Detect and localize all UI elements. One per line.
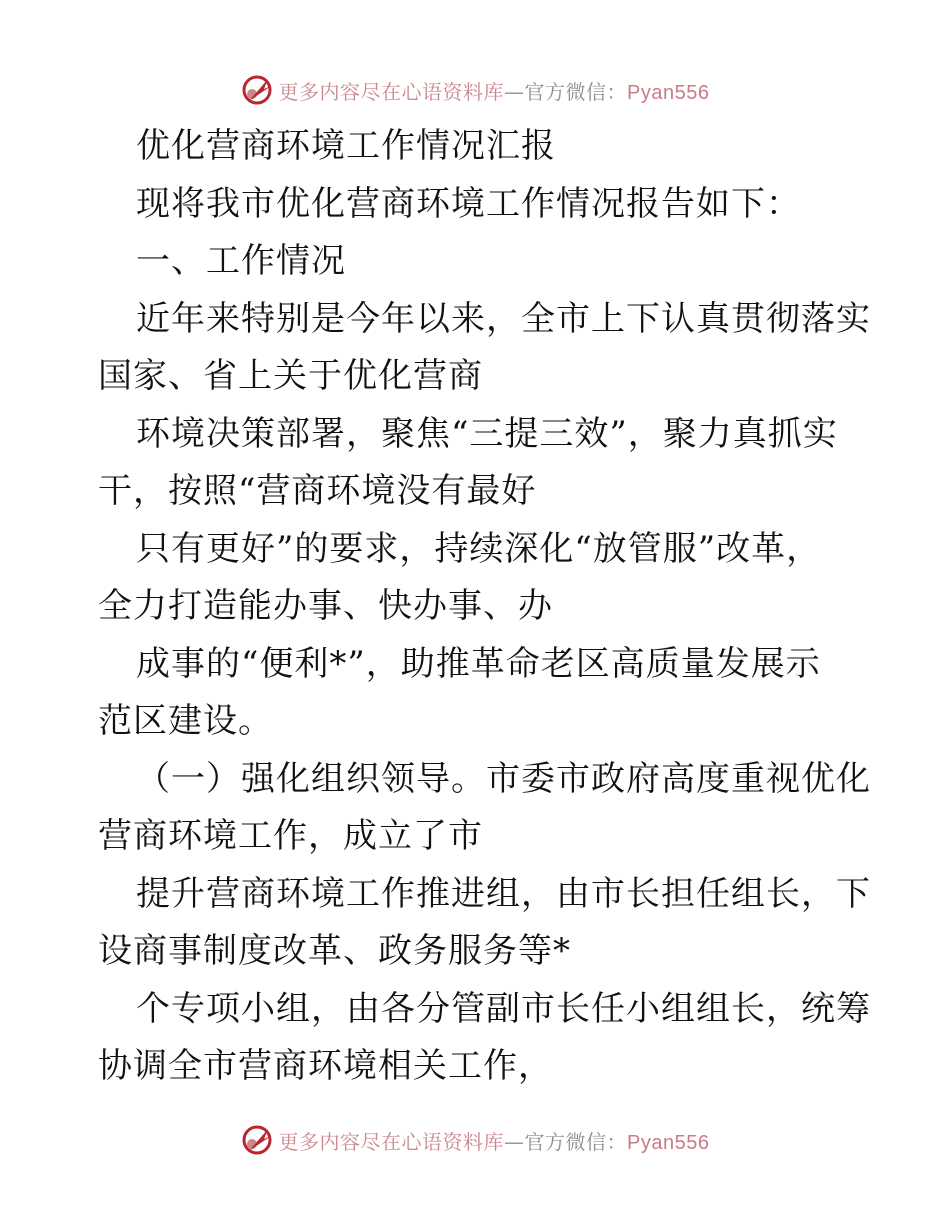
- red-feather-logo-icon: [241, 1124, 273, 1156]
- footer-banner-text: [279, 1126, 710, 1155]
- text-line: 近年来特别是今年以来，全市上下认真贯彻落实: [136, 298, 871, 339]
- footer-banner-separator: —: [504, 1129, 525, 1154]
- text-line: 个专项小组，由各分管副市长任小组组长，统筹: [136, 988, 871, 1029]
- header-banner-separator: —: [504, 79, 525, 104]
- header-banner-main: 更多内容尽在心语资料库: [278, 79, 505, 104]
- footer-banner-id: Pyan556: [627, 1131, 710, 1154]
- document-body: [98, 118, 871, 1096]
- header-banner-label: 官方微信：: [524, 79, 628, 104]
- text-line: 提升营商环境工作推进组，由市长担任组长，下: [136, 873, 871, 914]
- text-line: 设商事制度改革、政务服务等*: [98, 931, 571, 971]
- footer-banner-label: 官方微信：: [524, 1129, 628, 1154]
- document-title: 优化营商环境工作情况汇报: [136, 126, 556, 166]
- text-line: 成事的“便利*”，助推革命老区高质量发展示: [136, 643, 821, 684]
- header-banner-id: Pyan556: [627, 81, 710, 104]
- text-line: 国家、省上关于优化营商: [98, 356, 483, 396]
- text-line: 环境决策部署，聚焦“三提三效”，聚力真抓实: [136, 413, 838, 454]
- text-line: 现将我市优化营商环境工作情况报告如下：: [136, 183, 801, 224]
- text-line: 全力打造能办事、快办事、办: [98, 586, 553, 626]
- red-feather-logo-icon: [241, 74, 273, 106]
- footer-banner: [0, 1120, 950, 1160]
- text-line: 营商环境工作，成立了市: [98, 816, 483, 856]
- text-line: 干，按照“营商环境没有最好: [98, 471, 537, 511]
- subsection-heading: （一）强化组织领导。市委市政府高度重视优化: [136, 758, 871, 799]
- footer-banner-main: 更多内容尽在心语资料库: [278, 1129, 505, 1154]
- text-line: 协调全市营商环境相关工作，: [98, 1046, 553, 1086]
- header-banner-text: [279, 76, 710, 105]
- header-banner: [0, 70, 950, 110]
- text-line: 只有更好”的要求，持续深化“放管服”改革，: [136, 528, 822, 569]
- section-heading: 一、工作情况: [136, 241, 346, 281]
- text-line: 范区建设。: [98, 701, 273, 741]
